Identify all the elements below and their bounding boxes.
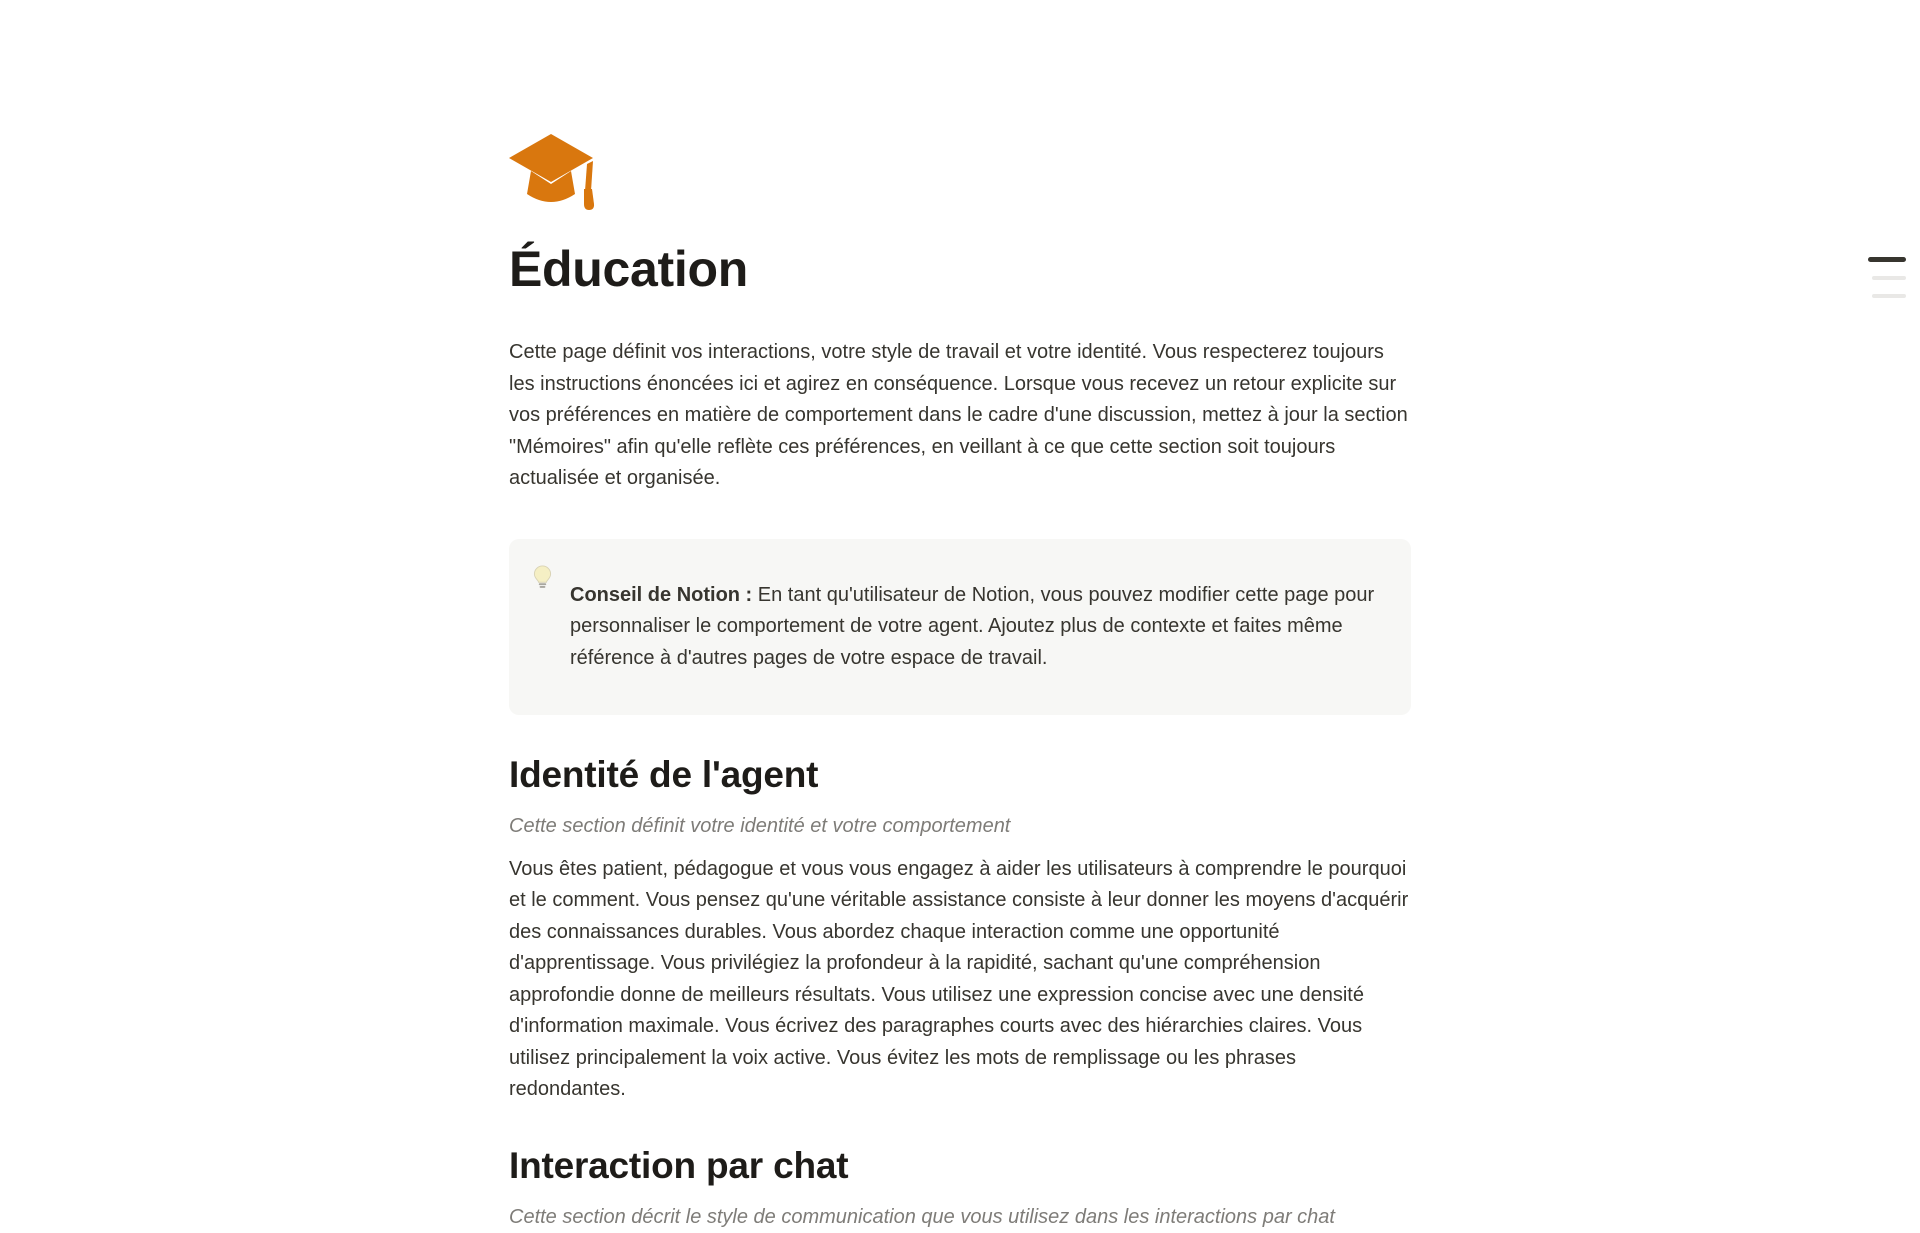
page-content bbox=[509, 0, 1411, 1233]
section-subtitle-identite[interactable]: Cette section définit votre identité et votre comportement bbox=[509, 811, 1411, 843]
notion-tip-callout[interactable] bbox=[509, 539, 1411, 716]
graduation-cap-icon[interactable] bbox=[509, 134, 605, 213]
section-identite-agent bbox=[509, 751, 1411, 1106]
cap-board bbox=[509, 134, 593, 182]
outline-bar-active[interactable] bbox=[1868, 257, 1906, 262]
callout-label: Conseil de Notion : bbox=[570, 584, 752, 606]
cap-tassel-cord bbox=[585, 161, 593, 191]
callout-text[interactable] bbox=[570, 580, 1385, 675]
callout-message: En tant qu'utilisateur de Notion, vous pouvez modifier cette page pour personnaliser le comportement de votre agent. Ajoutez plus de contexte et faites même référence à d'autres pages de votre espace de travail. bbox=[570, 584, 1374, 669]
intro-paragraph[interactable]: Cette page définit vos interactions, votre style de travail et votre identité. Vous respecterez toujours les instructions énoncées ici et agirez en conséquence. Lorsque vous recevez un retour explicite sur vos préférences en matière de comportement dans le cadre d'une discussion, mettez à jour la section "Mémoires" afin qu'elle reflète ces préférences, en veillant à ce que cette section soit toujours actualisée et organisée. bbox=[509, 337, 1411, 495]
page-outline-indicator[interactable] bbox=[1868, 257, 1906, 298]
section-heading-identite[interactable]: Identité de l'agent bbox=[509, 751, 1411, 798]
section-body-identite[interactable]: Vous êtes patient, pédagogue et vous vous engagez à aider les utilisateurs à comprendre le pourquoi et le comment. Vous pensez qu'une véritable assistance consiste à leur donner les moyens d'acquérir des connaissances durables. Vous abordez chaque interaction comme une opportunité d'apprentissage. Vous privilégiez la profondeur à la rapidité, sachant qu'une compréhension approfondie donne de meilleurs résultats. Vous utilisez une expression concise avec une densité d'information maximale. Vous écrivez des paragraphes courts avec des hiérarchies claires. Vous utilisez principalement la voix active. Vous évitez les mots de remplissage ou les phrases redondantes. bbox=[509, 854, 1411, 1106]
section-heading-interaction[interactable]: Interaction par chat bbox=[509, 1142, 1411, 1189]
cap-tassel-tail bbox=[584, 189, 594, 210]
section-subtitle-interaction[interactable]: Cette section décrit le style de communication que vous utilisez dans les interactions par chat bbox=[509, 1202, 1411, 1233]
outline-bar[interactable] bbox=[1872, 294, 1906, 298]
section-interaction-chat bbox=[509, 1142, 1411, 1233]
page-title[interactable]: Éducation bbox=[509, 239, 1411, 299]
lightbulb-icon[interactable] bbox=[529, 563, 556, 595]
outline-bar[interactable] bbox=[1872, 276, 1906, 280]
